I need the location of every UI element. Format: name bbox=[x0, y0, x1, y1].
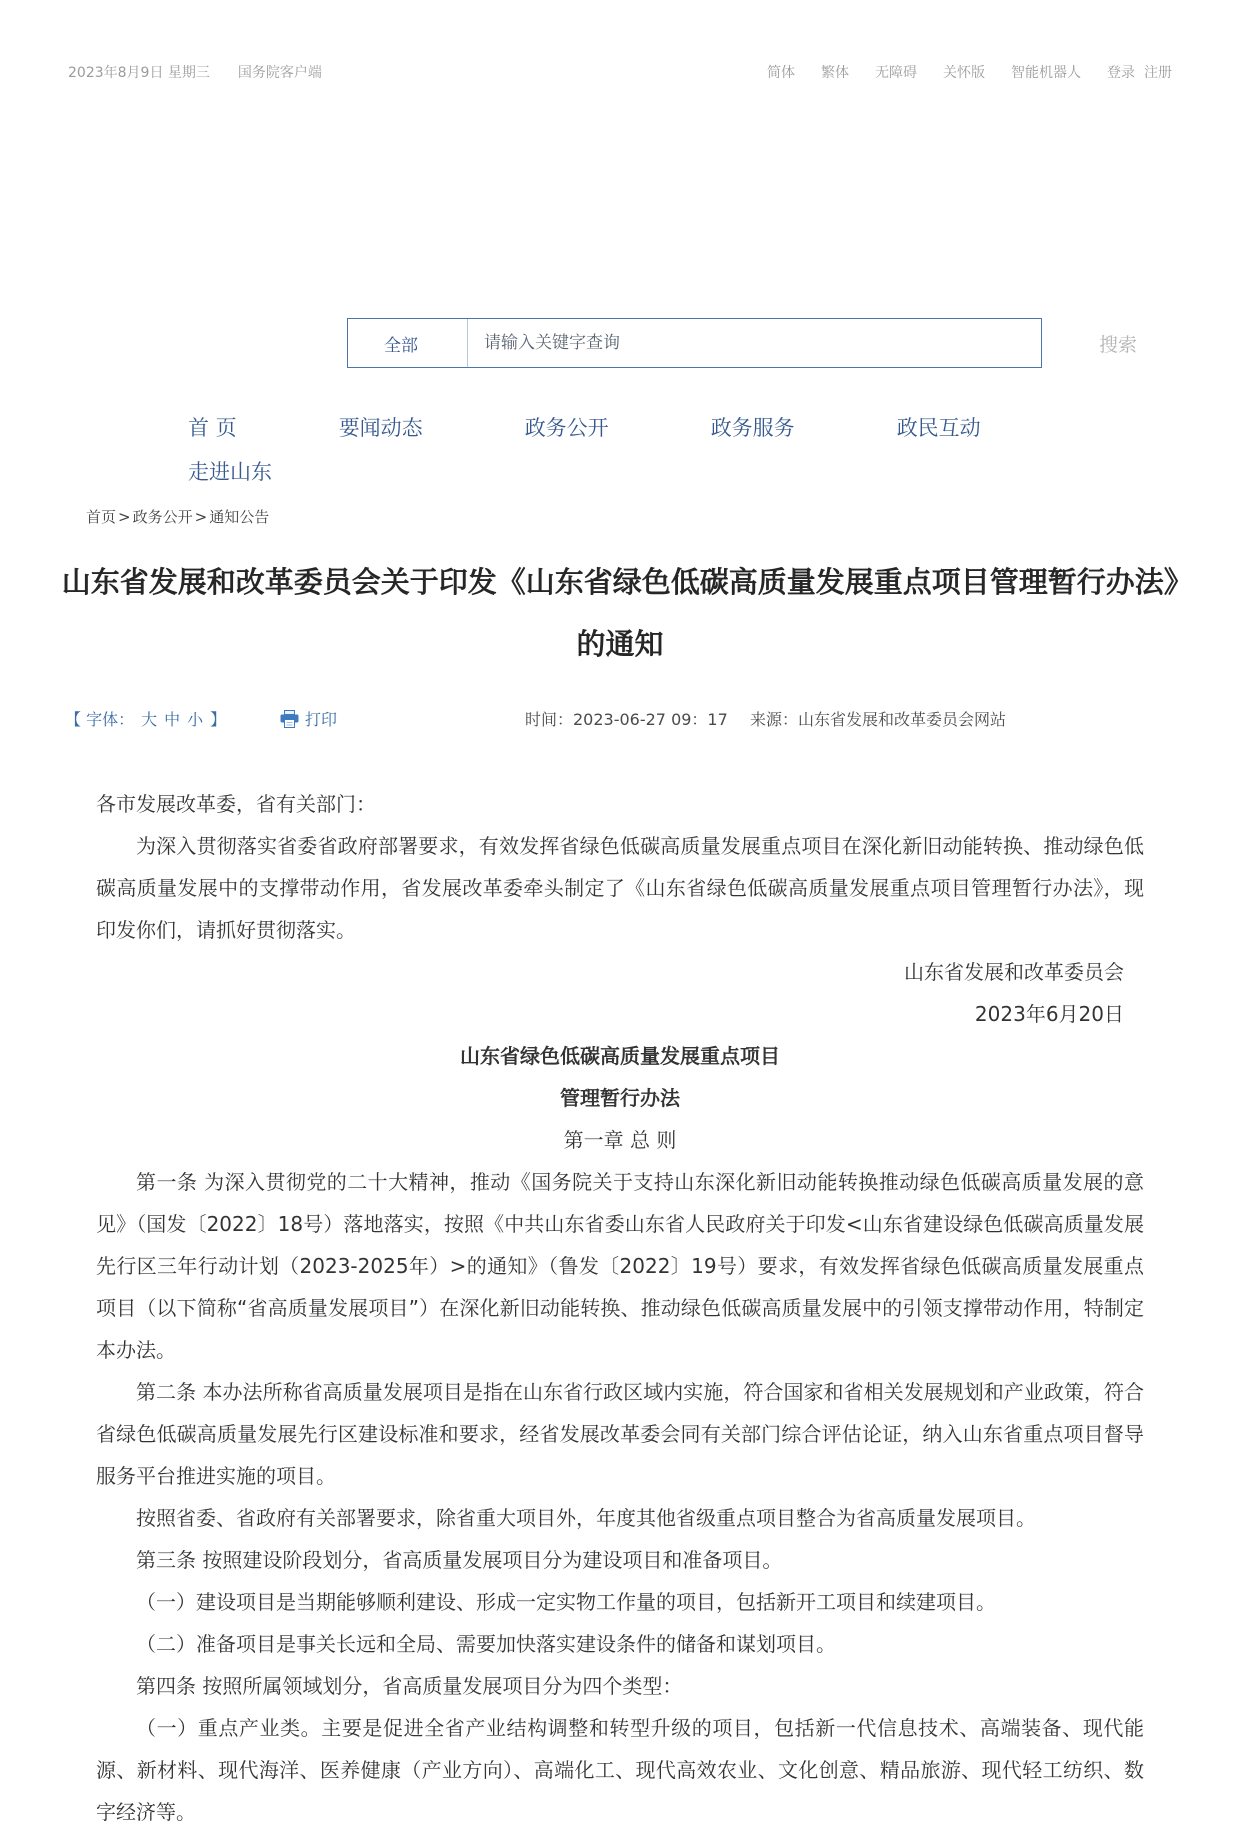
article-source: 来源：山东省发展和改革委员会网站 bbox=[750, 710, 1007, 729]
nav-row-1 bbox=[188, 412, 1240, 442]
font-size-label-end: 】 bbox=[210, 710, 227, 729]
article-paragraph: 管理暂行办法 bbox=[560, 1086, 680, 1110]
current-date: 2023年8月9日 星期三 bbox=[68, 65, 210, 81]
nav-item-gov-open[interactable]: 政务公开 bbox=[524, 416, 609, 440]
font-size-control bbox=[65, 707, 226, 730]
topbar-link-gwy-client[interactable]: 国务院客户端 bbox=[237, 65, 322, 81]
search-box bbox=[347, 318, 1042, 368]
register-link[interactable]: 注册 bbox=[1144, 65, 1172, 81]
nav-item-interaction[interactable]: 政民互动 bbox=[896, 416, 981, 440]
nav-item-home[interactable]: 首 页 bbox=[188, 416, 237, 440]
font-size-large-button[interactable]: 大 bbox=[141, 710, 158, 729]
page-title: 山东省发展和改革委员会关于印发《山东省绿色低碳高质量发展重点项目管理暂行办法》的通知 bbox=[61, 565, 1179, 661]
print-button[interactable] bbox=[280, 707, 337, 730]
login-link[interactable]: 登录 bbox=[1107, 65, 1135, 81]
print-label: 打印 bbox=[305, 710, 338, 729]
breadcrumb-separator: > bbox=[194, 507, 208, 526]
auth-links bbox=[1107, 62, 1172, 82]
topbar-link-traditional[interactable]: 繁体 bbox=[821, 65, 849, 81]
nav-item-gov-service[interactable]: 政务服务 bbox=[710, 416, 795, 440]
font-size-small-button[interactable]: 小 bbox=[187, 710, 204, 729]
article-meta bbox=[56, 705, 1184, 733]
article-paragraph: 按照省委、省政府有关部署要求，除省重大项目外，年度其他省级重点项目整合为省高质量发展项目。 bbox=[136, 1506, 1036, 1530]
search-category-select[interactable]: 全部 bbox=[384, 335, 418, 356]
search-input[interactable] bbox=[482, 332, 956, 354]
nav-item-about-shandong[interactable]: 走进山东 bbox=[188, 460, 272, 484]
topbar-link-simplified[interactable]: 简体 bbox=[767, 65, 795, 81]
breadcrumb bbox=[86, 506, 1240, 527]
topbar-right bbox=[767, 62, 1172, 82]
breadcrumb-notices[interactable]: 通知公告 bbox=[209, 508, 270, 526]
topbar-link-accessibility[interactable]: 无障碍 bbox=[875, 65, 917, 81]
printer-icon bbox=[280, 710, 299, 728]
article-paragraph: （一）重点产业类。主要是促进全省产业结构调整和转型升级的项目，包括新一代信息技术、高端装备、现代能源、新材料、现代海洋、医养健康（产业方向）、高端化工、现代高效农业、文化创意、精品旅游、现代轻工纺织、数字经济等。 bbox=[96, 1716, 1144, 1824]
nav-item-news[interactable]: 要闻动态 bbox=[338, 416, 423, 440]
article-body bbox=[96, 783, 1144, 1833]
font-size-label: 【 字体： bbox=[65, 710, 135, 729]
article-paragraph: （二）准备项目是事关长远和全局、需要加快落实建设条件的储备和谋划项目。 bbox=[136, 1632, 836, 1656]
search-button[interactable]: 搜索 bbox=[1099, 333, 1138, 356]
topbar-link-care-version[interactable]: 关怀版 bbox=[943, 65, 985, 81]
article-paragraph: 2023年6月20日 bbox=[974, 1002, 1124, 1026]
article-paragraph: 各市发展改革委，省有关部门： bbox=[96, 792, 376, 816]
publish-time: 时间：2023-06-27 09：17 bbox=[525, 710, 728, 729]
article-paragraph: 第三条 按照建设阶段划分，省高质量发展项目分为建设项目和准备项目。 bbox=[136, 1548, 783, 1572]
nav-row-2 bbox=[188, 456, 1240, 486]
article-paragraph: 山东省绿色低碳高质量发展重点项目 bbox=[460, 1044, 780, 1068]
font-size-medium-button[interactable]: 中 bbox=[164, 710, 181, 729]
article-paragraph: 第一条 为深入贯彻党的二十大精神，推动《国务院关于支持山东深化新旧动能转换推动绿色低碳高质量发展的意见》（国发〔2022〕18号）落地落实，按照《中共山东省委山东省人民政府关于印发<山东省建设绿色低碳高质量发展先行区三年行动计划（2023-2025年）>的通知》（鲁发〔2022〕19号）要求，有效发挥省绿色低碳高质量发展重点项目（以下简称“省高质量发展项目”）在深化新旧动能转换、推动绿色低碳高质量发展中的引领支撑带动作用，特制定本办法。 bbox=[96, 1170, 1144, 1362]
article-paragraph: 为深入贯彻落实省委省政府部署要求，有效发挥省绿色低碳高质量发展重点项目在深化新旧动能转换、推动绿色低碳高质量发展中的支撑带动作用，省发展改革委牵头制定了《山东省绿色低碳高质量发展重点项目管理暂行办法》，现印发你们，请抓好贯彻落实。 bbox=[96, 834, 1144, 942]
breadcrumb-separator: > bbox=[118, 507, 131, 526]
article-paragraph: 第二条 本办法所称省高质量发展项目是指在山东省行政区域内实施，符合国家和省相关发展规划和产业政策，符合省绿色低碳高质量发展先行区建设标准和要求，经省发展改革委会同有关部门综合评估论证，纳入山东省重点项目督导服务平台推进实施的项目。 bbox=[96, 1380, 1144, 1488]
article-paragraph: 山东省发展和改革委员会 bbox=[904, 960, 1124, 984]
article-paragraph: 第一章 总 则 bbox=[563, 1128, 677, 1152]
breadcrumb-home[interactable]: 首页 bbox=[86, 508, 117, 526]
article-paragraph: （一）建设项目是当期能够顺利建设、形成一定实物工作量的项目，包括新开工项目和续建项目。 bbox=[136, 1590, 996, 1614]
breadcrumb-gov-open[interactable]: 政务公开 bbox=[132, 508, 193, 526]
article-paragraph: 第四条 按照所属领域划分，省高质量发展项目分为四个类型： bbox=[136, 1674, 683, 1698]
topbar-left bbox=[68, 62, 322, 82]
search-divider bbox=[467, 319, 468, 367]
top-utility-bar bbox=[0, 0, 1240, 82]
main-nav bbox=[188, 412, 1240, 486]
search-bar bbox=[347, 318, 1240, 368]
topbar-link-smart-robot[interactable]: 智能机器人 bbox=[1011, 65, 1081, 81]
